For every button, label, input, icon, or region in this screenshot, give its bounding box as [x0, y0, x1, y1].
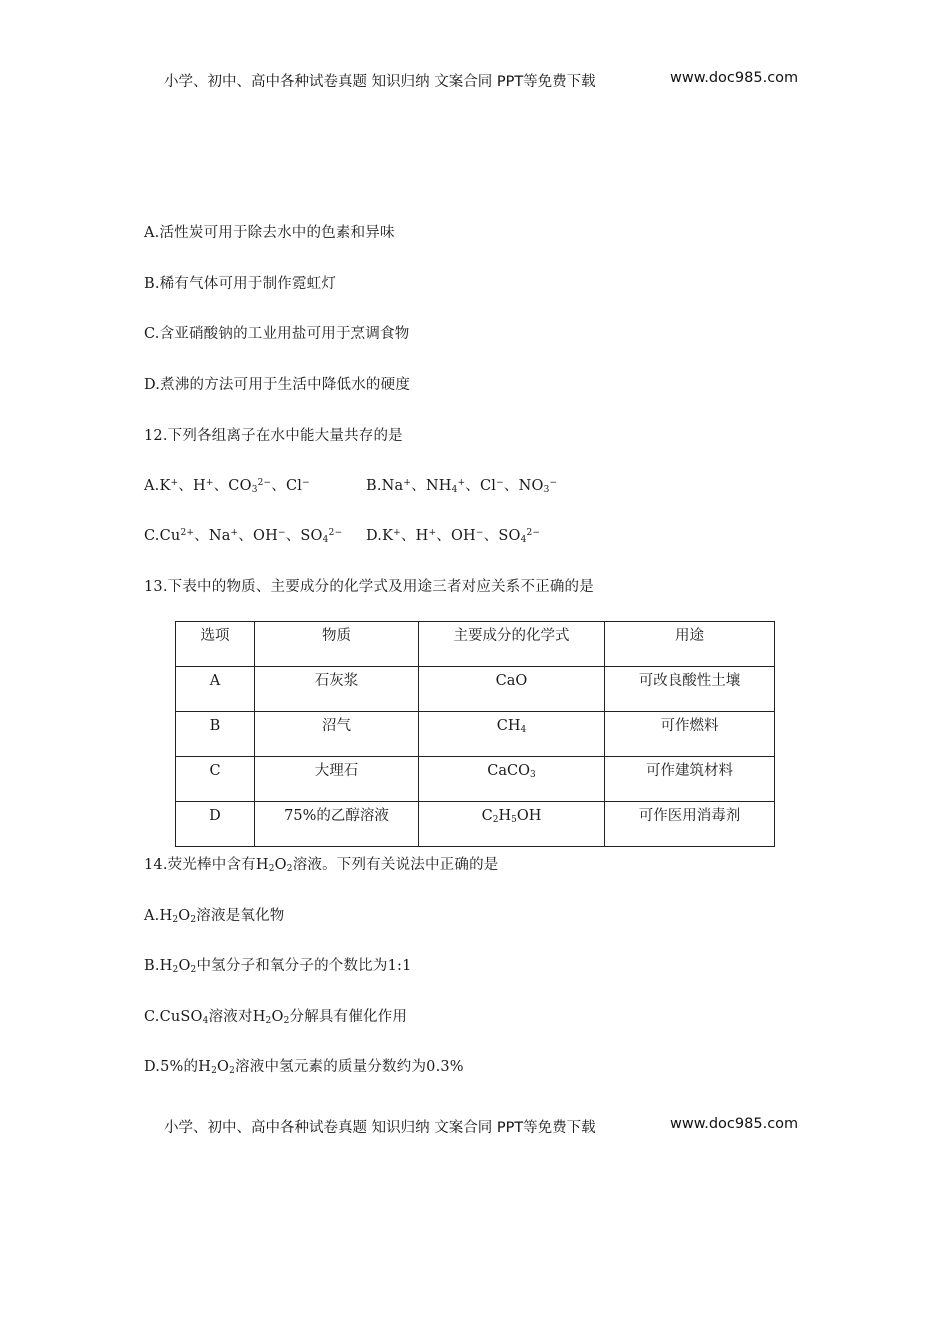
table-cell: 可作建筑材料 [605, 757, 775, 802]
q11-option-c: C.含亚硝酸钠的工业用盐可用于烹调食物 [144, 326, 410, 342]
table-header-cell: 物质 [255, 622, 419, 667]
q12-option-c: $C.Cu^{2+}$、Na+、OH−、$SO_4^{2-}$ [144, 528, 343, 545]
q12-option-a: A.K+、H+、$CO_3^{2-}$、Cl− [144, 478, 310, 495]
table-cell: CaO [419, 667, 605, 712]
table-cell: 大理石 [255, 757, 419, 802]
q11-option-b: B.稀有气体可用于制作霓虹灯 [144, 276, 337, 292]
table-cell: $CH_4$ [419, 712, 605, 757]
table-cell: 可改良酸性土壤 [605, 667, 775, 712]
table-cell: C [176, 757, 255, 802]
table-cell: D [176, 802, 255, 847]
q11-option-a: A.活性炭可用于除去水中的色素和异味 [144, 225, 395, 241]
table-cell: CaCO$_3$ [419, 757, 605, 802]
q14-option-d: D.5%的$H_2O_2$溶液中氢元素的质量分数约为0.3% [144, 1059, 464, 1076]
q14-option-b: $B.H_2O_2$中氢分子和氧分子的个数比为1:1 [144, 958, 412, 975]
q14-option-c: C.CuSO$_4$溶液对$H_2O_2$分解具有催化作用 [144, 1009, 408, 1026]
table-cell: $C_2H_5OH$ [419, 802, 605, 847]
table-header-row [176, 622, 775, 667]
q14-option-a: $A.H_2O_2$溶液是氧化物 [144, 908, 285, 925]
footer-text: 小学、初中、高中各种试卷真题 知识归纳 文案合同 PPT等免费下载 [164, 1120, 596, 1136]
q13-stem: 13.下表中的物质、主要成分的化学式及用途三者对应关系不正确的是 [144, 579, 594, 595]
q12-options-cd [144, 524, 844, 545]
q13-table [175, 621, 775, 847]
table-cell: A [176, 667, 255, 712]
table-cell: 可作医用消毒剂 [605, 802, 775, 847]
header-text: 小学、初中、高中各种试卷真题 知识归纳 文案合同 PPT等免费下载 [164, 74, 596, 90]
footer-url[interactable]: www.doc985.com [670, 1116, 799, 1132]
table-cell: 沼气 [255, 712, 419, 757]
q12-stem: 12.下列各组离子在水中能大量共存的是 [144, 428, 403, 444]
table-cell: 石灰浆 [255, 667, 419, 712]
q12-options-ab [144, 474, 844, 495]
table-cell: 可作燃料 [605, 712, 775, 757]
table-header-cell: 用途 [605, 622, 775, 667]
header-url[interactable]: www.doc985.com [670, 70, 799, 86]
table-header-cell: 主要成分的化学式 [419, 622, 605, 667]
q12-option-d: D.K+、H+、OH−、$SO_4^{2-}$ [366, 528, 541, 545]
table-cell: 75%的乙醇溶液 [255, 802, 419, 847]
table-header-cell: 选项 [176, 622, 255, 667]
table-row [176, 802, 775, 847]
table-row [176, 667, 775, 712]
table-row [176, 712, 775, 757]
table-cell: B [176, 712, 255, 757]
q14-stem: 14.荧光棒中含有$H_2O_2$溶液。下列有关说法中正确的是 [144, 857, 499, 874]
q12-option-b: B.Na+、$NH_4^+$、Cl−、$NO_3^-$ [366, 478, 558, 495]
table-row [176, 757, 775, 802]
q11-option-d: D.煮沸的方法可用于生活中降低水的硬度 [144, 377, 411, 393]
